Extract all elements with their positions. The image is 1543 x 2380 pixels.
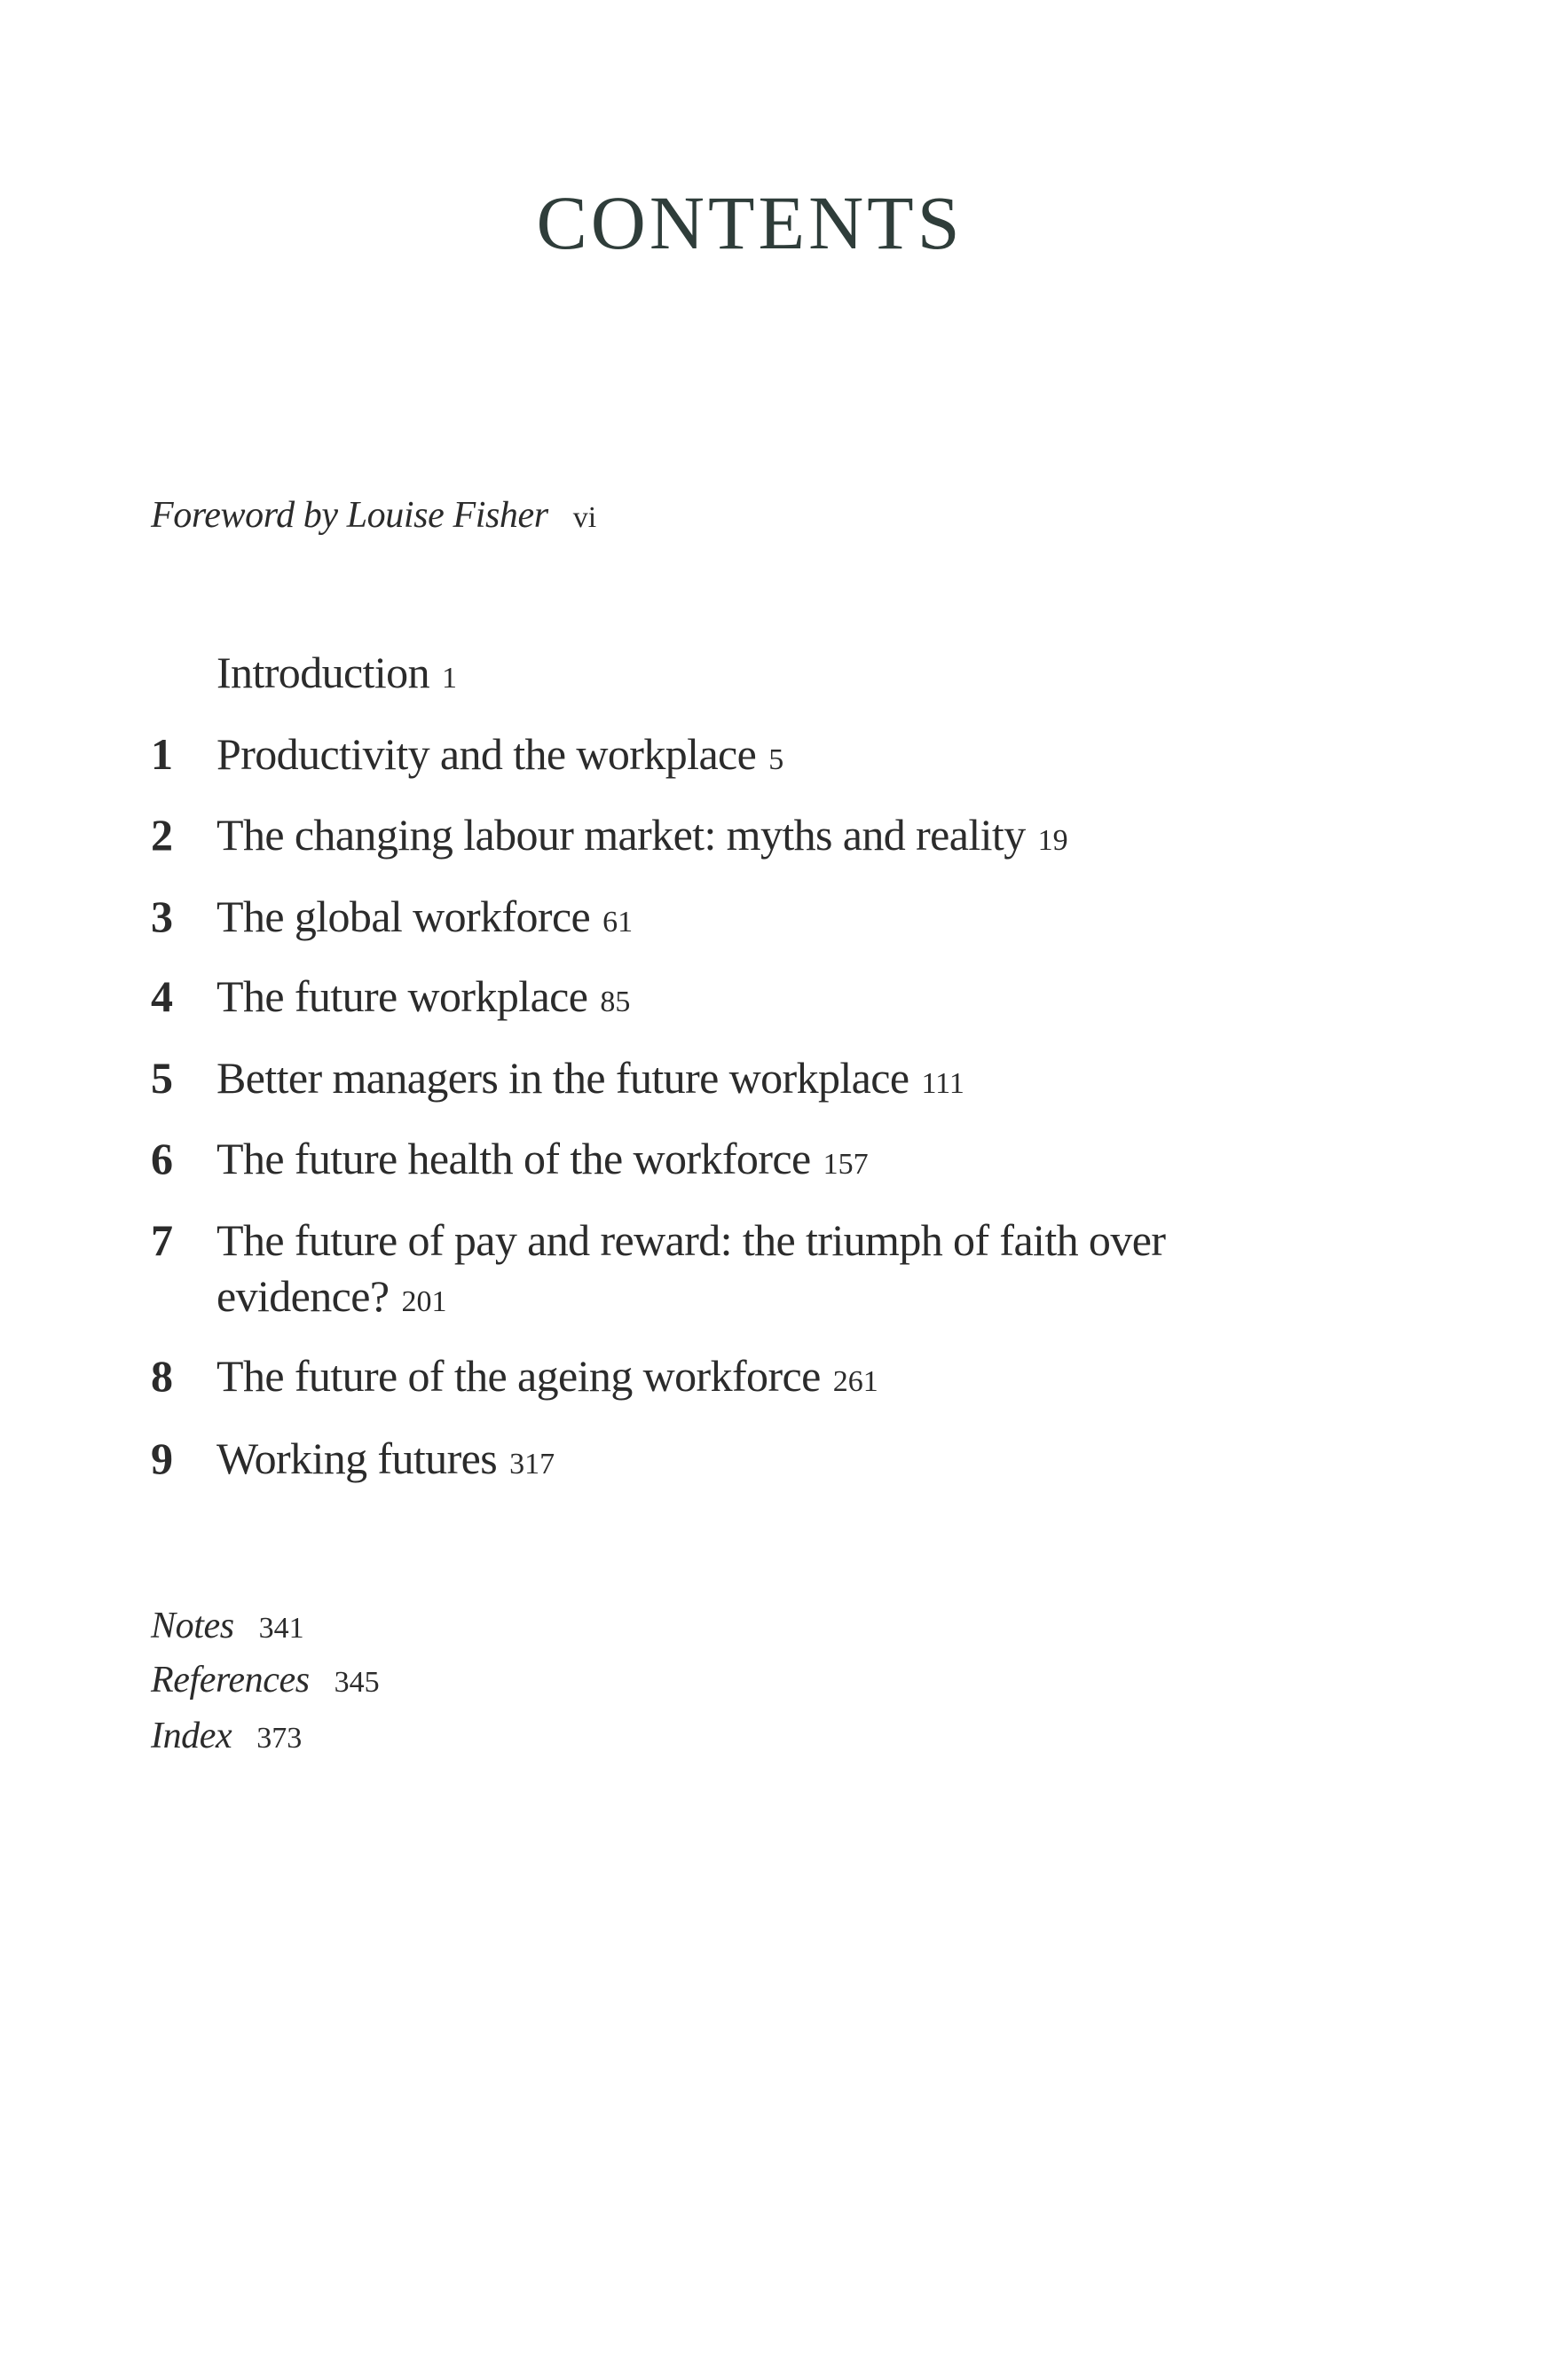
- page-number: 1: [441, 662, 457, 695]
- chapter-title: The future of the ageing workforce: [216, 1351, 821, 1401]
- introduction-label: Introduction: [216, 648, 429, 697]
- chapter-title: Better managers in the future workplace: [216, 1053, 909, 1103]
- toc-references[interactable]: [151, 1661, 380, 1701]
- chapter-number: 1: [151, 729, 173, 779]
- chapter-number: 9: [151, 1433, 173, 1483]
- chapter-number: 6: [151, 1134, 173, 1183]
- page-number: 85: [600, 986, 631, 1018]
- page-number: 5: [768, 743, 784, 776]
- back-matter-label: Index: [151, 1716, 232, 1756]
- chapter-title: The future of pay and reward: the triumph of faith over: [216, 1215, 1166, 1265]
- chapter-number: 7: [151, 1215, 173, 1265]
- foreword-label: Foreword by Louise Fisher: [151, 495, 548, 536]
- chapter-title: The future workplace: [216, 971, 588, 1021]
- chapter-title: The future health of the workforce: [216, 1134, 811, 1183]
- page-number: 61: [602, 906, 634, 939]
- chapter-title: Productivity and the workplace: [216, 729, 757, 779]
- page-number: 261: [832, 1365, 878, 1398]
- page-number: 201: [401, 1285, 447, 1318]
- page-number: 341: [258, 1612, 304, 1645]
- page-number: 317: [509, 1448, 555, 1481]
- chapter-number: 5: [151, 1053, 173, 1103]
- page-number: 373: [256, 1722, 303, 1755]
- page-number: vi: [572, 501, 597, 534]
- toc-index[interactable]: [151, 1717, 302, 1757]
- chapter-title: Working futures: [216, 1433, 498, 1483]
- back-matter-label: Notes: [151, 1606, 234, 1646]
- chapter-number: 4: [151, 971, 173, 1021]
- toc-foreword[interactable]: [151, 497, 596, 537]
- chapter-title: The global workforce: [216, 892, 591, 941]
- back-matter-label: References: [151, 1660, 310, 1701]
- chapter-title: The changing labour market: myths and reality: [216, 810, 1026, 860]
- page-title: CONTENTS: [536, 180, 964, 265]
- chapter-title-continued: evidence?: [216, 1271, 390, 1321]
- page-number: 111: [921, 1067, 964, 1100]
- page-number: 157: [823, 1148, 869, 1181]
- toc-notes[interactable]: [151, 1607, 304, 1647]
- page-number: 19: [1037, 824, 1068, 857]
- chapter-number: 8: [151, 1351, 173, 1401]
- page-number: 345: [334, 1666, 380, 1699]
- chapter-number: 2: [151, 810, 173, 860]
- chapter-number: 3: [151, 892, 173, 941]
